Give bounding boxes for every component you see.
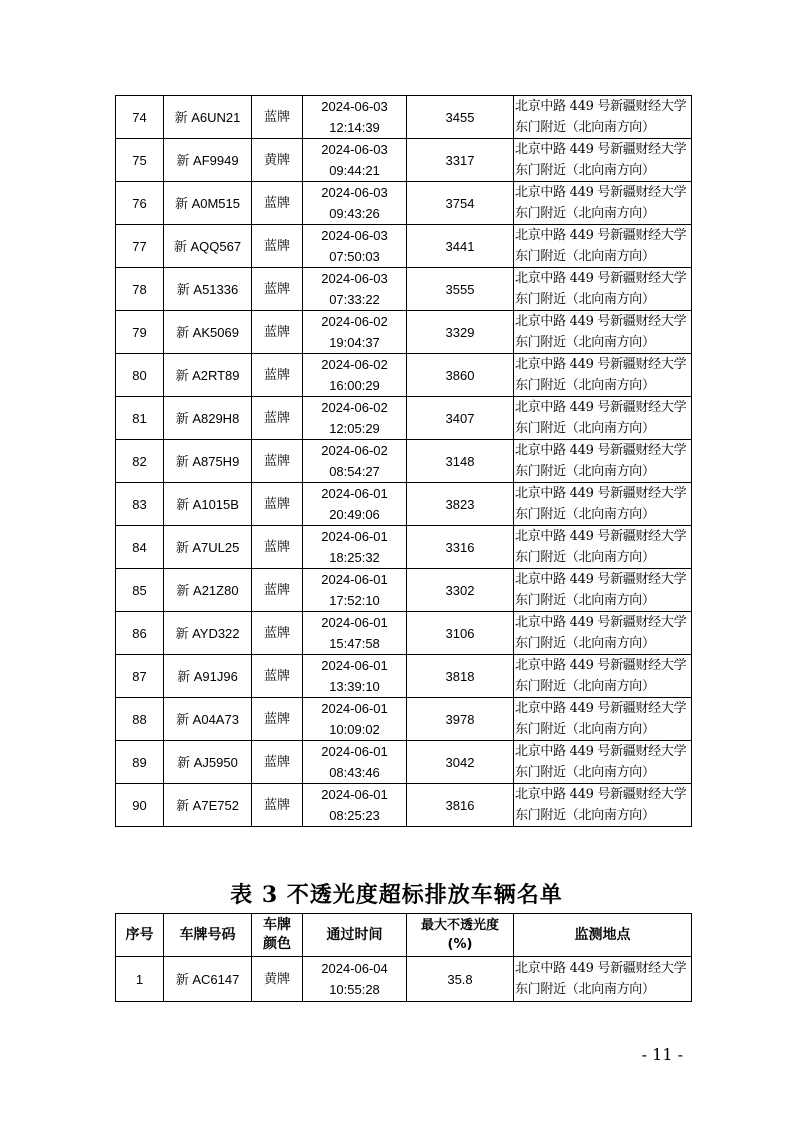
cell-time: 12:05:29 bbox=[329, 421, 380, 436]
cell-date: 2024-06-02 bbox=[321, 443, 388, 458]
cell-value: 3754 bbox=[407, 182, 514, 225]
cell-plate: 新 AC6147 bbox=[164, 957, 252, 1002]
cell-plate: 新 AQQ567 bbox=[164, 225, 252, 268]
cell-time: 08:25:23 bbox=[329, 808, 380, 823]
cell-time: 09:44:21 bbox=[329, 163, 380, 178]
cell-location-line2: 东门附近（北向南方向） bbox=[515, 507, 655, 522]
cell-location-line1: 北京中路 449 号新疆财经大学 bbox=[515, 99, 687, 114]
cell-location bbox=[514, 268, 692, 311]
cell-location-line2: 东门附近（北向南方向） bbox=[515, 593, 655, 608]
cell-pass-time bbox=[303, 182, 407, 225]
cell-location-line2: 东门附近（北向南方向） bbox=[515, 378, 655, 393]
cell-location-line2: 东门附近（北向南方向） bbox=[515, 206, 655, 221]
cell-location-line1: 北京中路 449 号新疆财经大学 bbox=[515, 314, 687, 329]
cell-pass-time bbox=[303, 268, 407, 311]
cell-date: 2024-06-04 bbox=[321, 961, 388, 976]
cell-plate: 新 AK5069 bbox=[164, 311, 252, 354]
table-row bbox=[116, 354, 692, 397]
cell-plate-color: 蓝牌 bbox=[252, 440, 303, 483]
cell-location-line1: 北京中路 449 号新疆财经大学 bbox=[515, 787, 687, 802]
cell-no: 88 bbox=[116, 698, 164, 741]
table-row bbox=[116, 397, 692, 440]
table-row bbox=[116, 612, 692, 655]
cell-location-line2: 东门附近（北向南方向） bbox=[515, 808, 655, 823]
cell-no: 89 bbox=[116, 741, 164, 784]
cell-location-line1: 北京中路 449 号新疆财经大学 bbox=[515, 658, 687, 673]
cell-plate-color: 蓝牌 bbox=[252, 655, 303, 698]
table-row bbox=[116, 311, 692, 354]
cell-date: 2024-06-03 bbox=[321, 228, 388, 243]
cell-location-line1: 北京中路 449 号新疆财经大学 bbox=[515, 572, 687, 587]
table-row bbox=[116, 569, 692, 612]
cell-location-line2: 东门附近（北向南方向） bbox=[515, 722, 655, 737]
cell-location-line1: 北京中路 449 号新疆财经大学 bbox=[515, 744, 687, 759]
cell-pass-time bbox=[303, 440, 407, 483]
header-no: 序号 bbox=[116, 914, 164, 957]
cell-location bbox=[514, 440, 692, 483]
cell-date: 2024-06-01 bbox=[321, 658, 388, 673]
cell-pass-time bbox=[303, 139, 407, 182]
cell-location-line2: 东门附近（北向南方向） bbox=[515, 335, 655, 350]
cell-location-line1: 北京中路 449 号新疆财经大学 bbox=[515, 400, 687, 415]
cell-value: 3860 bbox=[407, 354, 514, 397]
cell-value: 3441 bbox=[407, 225, 514, 268]
cell-pass-time bbox=[303, 354, 407, 397]
cell-value: 3816 bbox=[407, 784, 514, 827]
header-pass-time: 通过时间 bbox=[303, 914, 407, 957]
cell-plate: 新 A7E752 bbox=[164, 784, 252, 827]
header-location: 监测地点 bbox=[514, 914, 692, 957]
cell-location-line1: 北京中路 449 号新疆财经大学 bbox=[515, 271, 687, 286]
cell-plate-color: 黄牌 bbox=[252, 957, 303, 1002]
cell-plate: 新 A91J96 bbox=[164, 655, 252, 698]
cell-plate-color: 蓝牌 bbox=[252, 526, 303, 569]
vehicle-list-table-continued bbox=[115, 95, 692, 827]
cell-location-line1: 北京中路 449 号新疆财经大学 bbox=[515, 701, 687, 716]
cell-date: 2024-06-02 bbox=[321, 400, 388, 415]
cell-no: 77 bbox=[116, 225, 164, 268]
cell-date: 2024-06-01 bbox=[321, 572, 388, 587]
cell-plate-color: 蓝牌 bbox=[252, 784, 303, 827]
cell-value: 3818 bbox=[407, 655, 514, 698]
cell-pass-time bbox=[303, 612, 407, 655]
table-row bbox=[116, 96, 692, 139]
cell-no: 84 bbox=[116, 526, 164, 569]
cell-plate-color: 蓝牌 bbox=[252, 698, 303, 741]
cell-date: 2024-06-03 bbox=[321, 99, 388, 114]
cell-plate: 新 A2RT89 bbox=[164, 354, 252, 397]
cell-no: 86 bbox=[116, 612, 164, 655]
cell-location-line2: 东门附近（北向南方向） bbox=[515, 249, 655, 264]
cell-plate: 新 A875H9 bbox=[164, 440, 252, 483]
cell-date: 2024-06-03 bbox=[321, 142, 388, 157]
cell-date: 2024-06-01 bbox=[321, 701, 388, 716]
cell-pass-time bbox=[303, 655, 407, 698]
cell-time: 15:47:58 bbox=[329, 636, 380, 651]
cell-date: 2024-06-01 bbox=[321, 744, 388, 759]
cell-value: 3407 bbox=[407, 397, 514, 440]
cell-no: 78 bbox=[116, 268, 164, 311]
cell-plate-color: 蓝牌 bbox=[252, 612, 303, 655]
cell-no: 80 bbox=[116, 354, 164, 397]
cell-location-line2: 东门附近（北向南方向） bbox=[515, 120, 655, 135]
cell-plate-color: 蓝牌 bbox=[252, 741, 303, 784]
cell-time: 19:04:37 bbox=[329, 335, 380, 350]
cell-plate: 新 A1015B bbox=[164, 483, 252, 526]
cell-location bbox=[514, 741, 692, 784]
cell-location bbox=[514, 569, 692, 612]
cell-no: 79 bbox=[116, 311, 164, 354]
cell-location bbox=[514, 354, 692, 397]
table-row bbox=[116, 957, 692, 1002]
cell-date: 2024-06-02 bbox=[321, 314, 388, 329]
cell-plate: 新 A0M515 bbox=[164, 182, 252, 225]
cell-plate-color: 蓝牌 bbox=[252, 311, 303, 354]
cell-pass-time bbox=[303, 784, 407, 827]
cell-value: 3106 bbox=[407, 612, 514, 655]
table-row bbox=[116, 483, 692, 526]
cell-plate: 新 A21Z80 bbox=[164, 569, 252, 612]
cell-value: 3148 bbox=[407, 440, 514, 483]
cell-location bbox=[514, 957, 692, 1002]
cell-no: 90 bbox=[116, 784, 164, 827]
cell-location-line1: 北京中路 449 号新疆财经大学 bbox=[515, 486, 687, 501]
cell-location-line1: 北京中路 449 号新疆财经大学 bbox=[515, 228, 687, 243]
cell-plate: 新 A7UL25 bbox=[164, 526, 252, 569]
cell-no: 83 bbox=[116, 483, 164, 526]
cell-pass-time bbox=[303, 569, 407, 612]
cell-location bbox=[514, 225, 692, 268]
cell-location-line2: 东门附近（北向南方向） bbox=[515, 982, 655, 997]
table-row bbox=[116, 741, 692, 784]
cell-plate-color: 蓝牌 bbox=[252, 569, 303, 612]
table-row bbox=[116, 440, 692, 483]
cell-plate: 新 AJ5950 bbox=[164, 741, 252, 784]
page-number: - 11 - bbox=[641, 1045, 683, 1064]
cell-location-line1: 北京中路 449 号新疆财经大学 bbox=[515, 961, 687, 976]
cell-no: 82 bbox=[116, 440, 164, 483]
cell-date: 2024-06-03 bbox=[321, 185, 388, 200]
cell-plate-color: 蓝牌 bbox=[252, 182, 303, 225]
cell-location bbox=[514, 784, 692, 827]
cell-pass-time bbox=[303, 698, 407, 741]
table-header-row bbox=[116, 914, 692, 957]
cell-time: 10:55:28 bbox=[329, 982, 380, 997]
cell-value: 3316 bbox=[407, 526, 514, 569]
cell-location-line2: 东门附近（北向南方向） bbox=[515, 679, 655, 694]
cell-time: 08:43:46 bbox=[329, 765, 380, 780]
cell-location bbox=[514, 139, 692, 182]
cell-time: 07:50:03 bbox=[329, 249, 380, 264]
cell-no: 75 bbox=[116, 139, 164, 182]
cell-plate-color: 蓝牌 bbox=[252, 397, 303, 440]
table-3-title: 表 3 不透光度超标排放车辆名单 bbox=[230, 882, 563, 908]
cell-plate-color: 蓝牌 bbox=[252, 225, 303, 268]
cell-value: 3042 bbox=[407, 741, 514, 784]
table-row bbox=[116, 784, 692, 827]
cell-value: 3555 bbox=[407, 268, 514, 311]
cell-location bbox=[514, 698, 692, 741]
cell-location bbox=[514, 483, 692, 526]
cell-time: 13:39:10 bbox=[329, 679, 380, 694]
cell-location-line1: 北京中路 449 号新疆财经大学 bbox=[515, 615, 687, 630]
cell-date: 2024-06-03 bbox=[321, 271, 388, 286]
cell-time: 17:52:10 bbox=[329, 593, 380, 608]
cell-value: 35.8 bbox=[407, 957, 514, 1002]
cell-no: 87 bbox=[116, 655, 164, 698]
cell-location-line1: 北京中路 449 号新疆财经大学 bbox=[515, 529, 687, 544]
cell-time: 16:00:29 bbox=[329, 378, 380, 393]
cell-time: 18:25:32 bbox=[329, 550, 380, 565]
cell-plate: 新 AF9949 bbox=[164, 139, 252, 182]
cell-location-line1: 北京中路 449 号新疆财经大学 bbox=[515, 185, 687, 200]
table-row bbox=[116, 182, 692, 225]
cell-no: 81 bbox=[116, 397, 164, 440]
cell-location-line2: 东门附近（北向南方向） bbox=[515, 765, 655, 780]
cell-location bbox=[514, 526, 692, 569]
cell-date: 2024-06-01 bbox=[321, 486, 388, 501]
cell-pass-time bbox=[303, 483, 407, 526]
table-row bbox=[116, 698, 692, 741]
cell-pass-time bbox=[303, 225, 407, 268]
header-max-opacity: 最大不透光度 (%) bbox=[407, 914, 514, 957]
cell-location-line2: 东门附近（北向南方向） bbox=[515, 464, 655, 479]
cell-time: 12:14:39 bbox=[329, 120, 380, 135]
cell-location bbox=[514, 612, 692, 655]
cell-location bbox=[514, 96, 692, 139]
cell-pass-time bbox=[303, 96, 407, 139]
opacity-exceedance-table bbox=[115, 913, 692, 1002]
cell-pass-time bbox=[303, 397, 407, 440]
cell-location-line2: 东门附近（北向南方向） bbox=[515, 421, 655, 436]
cell-plate-color: 蓝牌 bbox=[252, 354, 303, 397]
cell-time: 08:54:27 bbox=[329, 464, 380, 479]
cell-no: 76 bbox=[116, 182, 164, 225]
cell-date: 2024-06-01 bbox=[321, 787, 388, 802]
cell-location bbox=[514, 182, 692, 225]
cell-plate: 新 A04A73 bbox=[164, 698, 252, 741]
table-body bbox=[116, 957, 692, 1002]
cell-no: 85 bbox=[116, 569, 164, 612]
cell-time: 10:09:02 bbox=[329, 722, 380, 737]
cell-value: 3823 bbox=[407, 483, 514, 526]
cell-plate-color: 蓝牌 bbox=[252, 96, 303, 139]
cell-no: 1 bbox=[116, 957, 164, 1002]
cell-value: 3302 bbox=[407, 569, 514, 612]
cell-date: 2024-06-01 bbox=[321, 615, 388, 630]
table-row bbox=[116, 268, 692, 311]
cell-location bbox=[514, 311, 692, 354]
table-body bbox=[116, 96, 692, 827]
cell-location-line1: 北京中路 449 号新疆财经大学 bbox=[515, 357, 687, 372]
cell-pass-time bbox=[303, 741, 407, 784]
cell-location-line2: 东门附近（北向南方向） bbox=[515, 163, 655, 178]
table-row bbox=[116, 225, 692, 268]
table-row bbox=[116, 655, 692, 698]
table-row bbox=[116, 526, 692, 569]
table-row bbox=[116, 139, 692, 182]
cell-plate: 新 A6UN21 bbox=[164, 96, 252, 139]
cell-location-line1: 北京中路 449 号新疆财经大学 bbox=[515, 142, 687, 157]
cell-plate-color: 蓝牌 bbox=[252, 483, 303, 526]
cell-location-line2: 东门附近（北向南方向） bbox=[515, 292, 655, 307]
cell-time: 20:49:06 bbox=[329, 507, 380, 522]
cell-plate-color: 黄牌 bbox=[252, 139, 303, 182]
cell-plate-color: 蓝牌 bbox=[252, 268, 303, 311]
cell-location-line2: 东门附近（北向南方向） bbox=[515, 636, 655, 651]
cell-time: 09:43:26 bbox=[329, 206, 380, 221]
cell-plate: 新 A829H8 bbox=[164, 397, 252, 440]
header-plate-color: 车牌 颜色 bbox=[252, 914, 303, 957]
cell-pass-time bbox=[303, 311, 407, 354]
cell-value: 3455 bbox=[407, 96, 514, 139]
cell-pass-time bbox=[303, 526, 407, 569]
cell-plate: 新 A51336 bbox=[164, 268, 252, 311]
cell-plate: 新 AYD322 bbox=[164, 612, 252, 655]
header-plate: 车牌号码 bbox=[164, 914, 252, 957]
cell-location bbox=[514, 655, 692, 698]
cell-location-line2: 东门附近（北向南方向） bbox=[515, 550, 655, 565]
cell-value: 3978 bbox=[407, 698, 514, 741]
cell-time: 07:33:22 bbox=[329, 292, 380, 307]
cell-location-line1: 北京中路 449 号新疆财经大学 bbox=[515, 443, 687, 458]
cell-value: 3329 bbox=[407, 311, 514, 354]
cell-date: 2024-06-01 bbox=[321, 529, 388, 544]
cell-no: 74 bbox=[116, 96, 164, 139]
cell-value: 3317 bbox=[407, 139, 514, 182]
cell-date: 2024-06-02 bbox=[321, 357, 388, 372]
cell-location bbox=[514, 397, 692, 440]
cell-pass-time bbox=[303, 957, 407, 1002]
